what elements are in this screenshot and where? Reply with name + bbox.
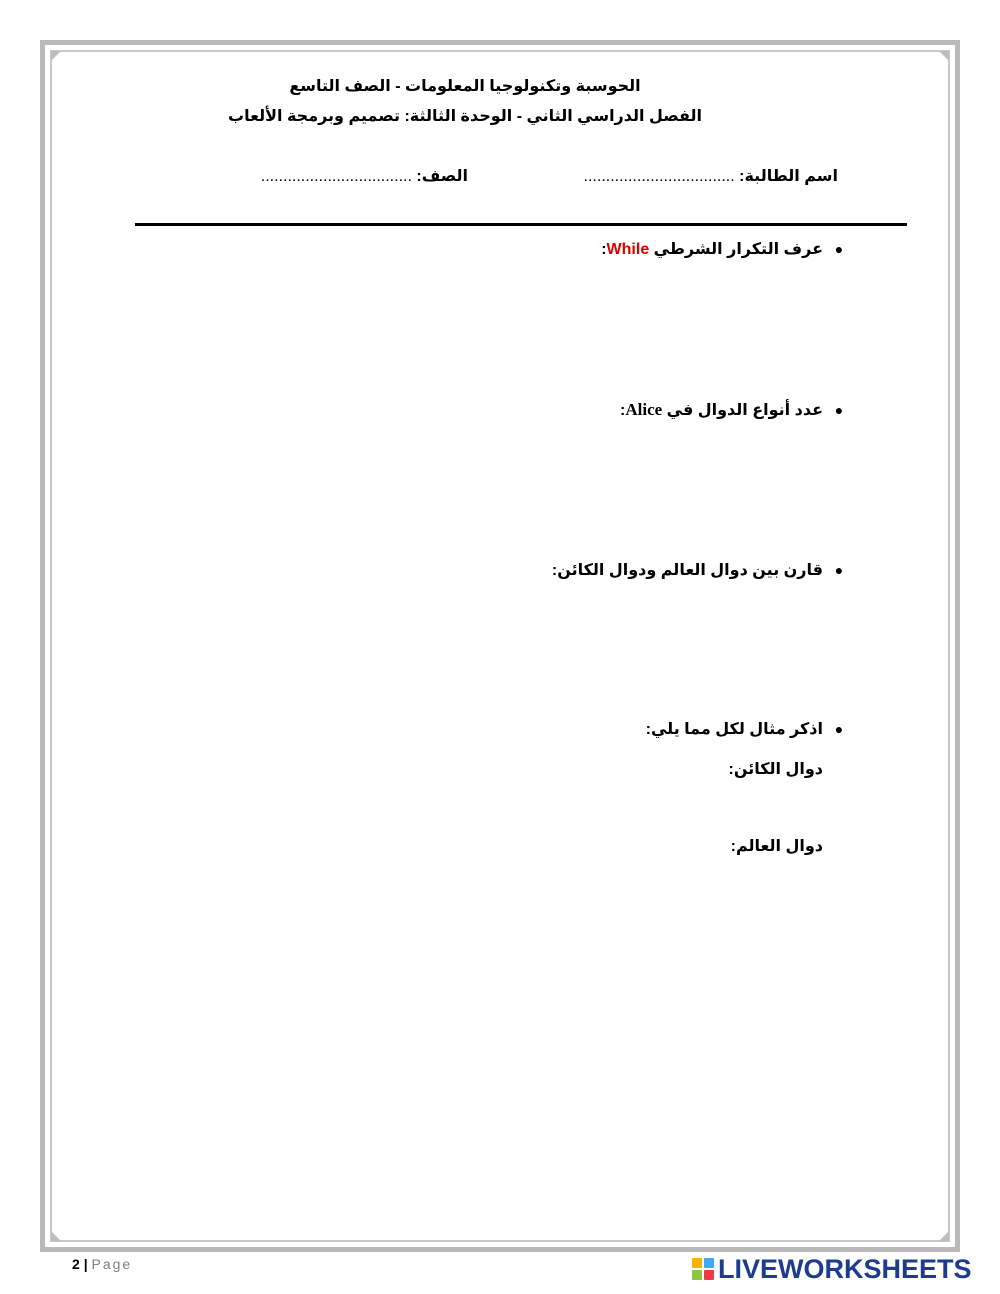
class-field xyxy=(261,166,468,186)
liveworksheets-brand[interactable] xyxy=(692,1254,972,1284)
sub-item-object-functions: دوال الكائن: xyxy=(728,761,823,778)
question-text: عرف التكرار الشرطي xyxy=(653,241,823,258)
question-function-types xyxy=(620,400,855,420)
question-compare-functions xyxy=(552,560,855,580)
student-name-field xyxy=(584,166,838,186)
question-give-examples xyxy=(646,719,855,739)
question-while-definition xyxy=(601,239,855,259)
corner-ornament-bottom-left xyxy=(51,1231,61,1241)
header-subject-title: الحوسبة وتكنولوجيا المعلومات - الصف التاسع xyxy=(289,78,641,95)
class-label: الصف: xyxy=(416,168,468,185)
header-unit-title: الفصل الدراسي الثاني - الوحدة الثالثة: تصميم وبرمجة الألعاب xyxy=(227,108,702,125)
question-suffix: : xyxy=(620,402,626,419)
class-blank[interactable]: .................................. xyxy=(260,168,412,185)
question-text: عدد أنواع الدوال في xyxy=(666,402,823,419)
logo-square xyxy=(704,1270,714,1280)
page-word: Page xyxy=(91,1256,133,1272)
logo-square xyxy=(704,1258,714,1268)
student-name-blank[interactable]: .................................. xyxy=(583,168,735,185)
header-divider xyxy=(135,223,907,226)
page-footer xyxy=(72,1256,132,1272)
page-number: 2 xyxy=(72,1256,80,1272)
keyword-alice: Alice xyxy=(625,400,663,419)
bullet-icon: ● xyxy=(834,241,844,257)
sub-item-world-functions: دوال العالم: xyxy=(730,838,823,855)
logo-square xyxy=(692,1258,702,1268)
liveworksheets-logo-icon xyxy=(692,1258,714,1280)
student-name-label: اسم الطالبة: xyxy=(739,168,838,185)
question-text: قارن بين دوال العالم ودوال الكائن: xyxy=(551,562,823,579)
bullet-icon: ● xyxy=(834,721,844,737)
question-suffix: : xyxy=(601,241,607,258)
brand-name: LIVEWORKSHEETS xyxy=(718,1254,972,1284)
bullet-icon: ● xyxy=(834,562,844,578)
corner-ornament-top-right xyxy=(939,51,949,61)
page-border-inner xyxy=(50,50,950,1242)
bullet-icon: ● xyxy=(834,402,844,418)
footer-separator: | xyxy=(83,1256,88,1272)
corner-ornament-top-left xyxy=(51,51,61,61)
question-text: اذكر مثال لكل مما يلي: xyxy=(645,721,823,738)
logo-square xyxy=(692,1270,702,1280)
corner-ornament-bottom-right xyxy=(939,1231,949,1241)
keyword-while: While xyxy=(606,241,650,258)
